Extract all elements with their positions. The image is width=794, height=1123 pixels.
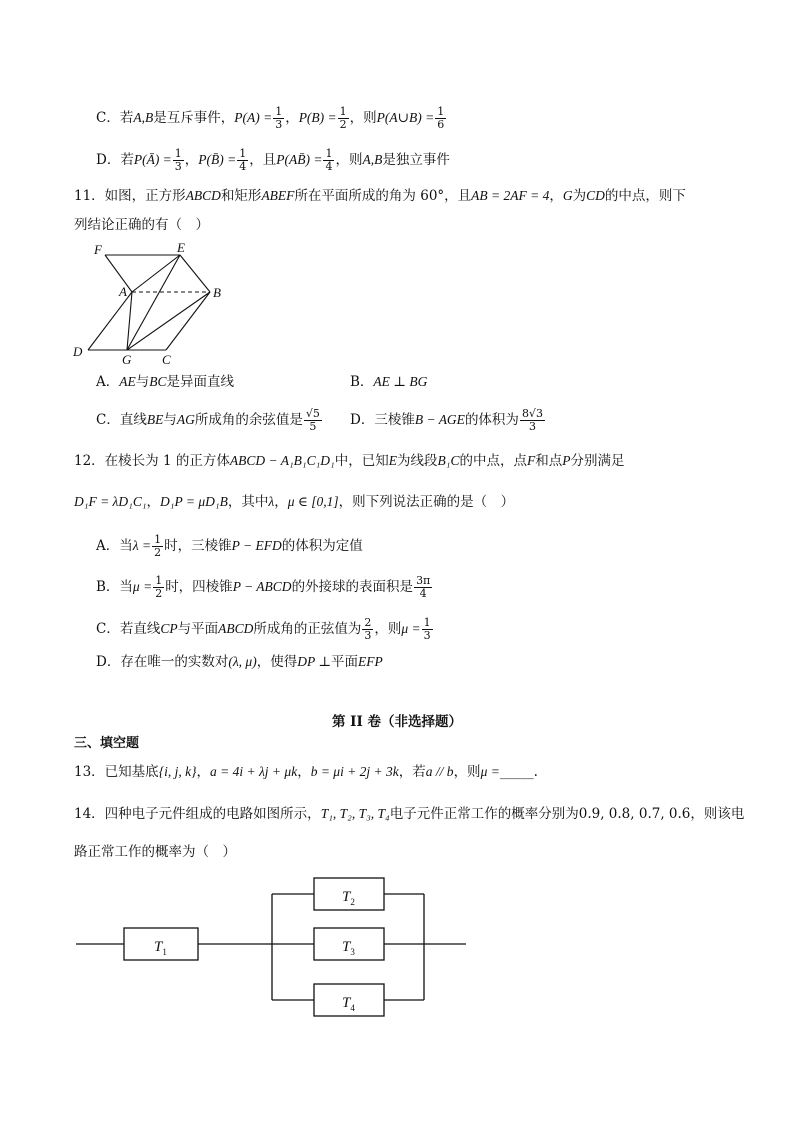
fraction: $\frac{√5}{5}$ — [305, 407, 320, 433]
q12-option-d: D．存在唯一的实数对(λ, μ)，使得DP ⊥平面EFP — [96, 654, 383, 670]
q12-stem-line2: D₁F = λD₁C₁，D₁P = μD₁B，其中λ，μ ∈ [0,1]，则下列说法正确的是（ ） — [74, 494, 515, 510]
q11-stem-line2: 列结论正确的有（ ） — [74, 217, 209, 233]
q12-option-a: A．当λ = $\frac{1}{2}$ 时，三棱锥P − EFD的体积为定值 — [96, 533, 363, 559]
q11-stem-line1: 11．如图，正方形ABCD和矩形ABEF所在平面所成的角为 60°，且AB = 2AF = 4，G为CD的中点，则下 — [74, 188, 686, 204]
t3-label: $T_3$ — [342, 939, 355, 957]
label-a: A — [119, 284, 127, 299]
fraction: $\frac{1}{4}$ — [239, 147, 247, 173]
label-f: F — [94, 242, 102, 257]
fraction: $\frac{1}{6}$ — [437, 105, 445, 131]
fraction: $\frac{1}{2}$ — [155, 574, 163, 600]
q12-option-b: B．当μ = $\frac{1}{2}$ 时，四棱锥P − ABCD的外接球的表面积是 $\frac{3\pi}{4}$ — [96, 574, 431, 600]
q14-stem-line2: 路正常工作的概率为（ ） — [74, 844, 236, 860]
q14-stem-line1: 14．四种电子元件组成的电路如图所示，T₁, T₂, T₃, T₄电子元件正常工作的概率分别为0.9, 0.8, 0.7, 0.6，则该电 — [74, 806, 745, 822]
label-c: C — [162, 352, 171, 367]
fraction: $\frac{1}{3}$ — [174, 147, 182, 173]
label-b: B — [213, 285, 221, 300]
q12-option-c: C．若直线CP与平面ABCD所成角的正弦值为 $\frac{2}{3}$ ，则μ = $\frac{1}{3}$ — [96, 616, 431, 642]
section-3-heading: 三、填空题 — [74, 736, 140, 751]
fraction: $\frac{1}{2}$ — [154, 533, 162, 559]
q12-stem-line1: 12．在棱长为 1 的正方体ABCD − A₁B₁C₁D₁中，已知E为线段B₁C的中点，点F和点P分别满足 — [74, 453, 625, 469]
q14-circuit-diagram — [74, 872, 474, 1022]
answer-blank[interactable]: _____ — [499, 764, 534, 780]
q11-figure — [70, 240, 230, 370]
fraction: $\frac{8√3}{3}$ — [521, 407, 543, 433]
fraction: $\frac{1}{3}$ — [423, 616, 431, 642]
q13: 13．已知基底{i, j, k}，a = 4i + λj + μk，b = μi + 2j + 3k，若a // b，则μ =_____. — [74, 764, 538, 780]
q10-option-c: C．若A,B是互斥事件，P(A) = $\frac{1}{3}$ ，P(B) = $\frac{1}{2}$ ，则P(A∪B) = $\frac{1}{6}$ — [96, 105, 445, 131]
label-e: E — [177, 240, 185, 255]
t1-label: $T_1$ — [154, 939, 167, 957]
q11-option-c: C．直线BE与AG所成角的余弦值是 $\frac{√5}{5}$ — [96, 407, 320, 433]
fraction: $\frac{3\pi}{4}$ — [416, 574, 431, 600]
label-d: D — [73, 344, 83, 359]
q11-option-d: D．三棱锥B − AGE的体积为 $\frac{8√3}{3}$ — [350, 407, 543, 433]
fraction: $\frac{1}{4}$ — [325, 147, 333, 173]
fraction: $\frac{2}{3}$ — [364, 616, 372, 642]
label-g: G — [122, 352, 132, 367]
part2-title: 第 II 卷（非选择题） — [331, 714, 463, 730]
q11-option-a: A．AE与BC是异面直线 — [96, 374, 235, 390]
fraction: $\frac{1}{2}$ — [339, 105, 347, 131]
fraction: $\frac{1}{3}$ — [275, 105, 283, 131]
t2-label: $T_2$ — [342, 889, 355, 907]
t4-label: $T_4$ — [342, 995, 355, 1013]
q11-option-b: B．AE ⊥ BG — [350, 374, 428, 390]
q10-option-d: D．若P(Ā) = $\frac{1}{3}$ ，P(B̄) = $\frac{1}{4}$ ，且P(AB̄) = $\frac{1}{4}$ ，则A,B是独立事件 — [96, 147, 450, 173]
